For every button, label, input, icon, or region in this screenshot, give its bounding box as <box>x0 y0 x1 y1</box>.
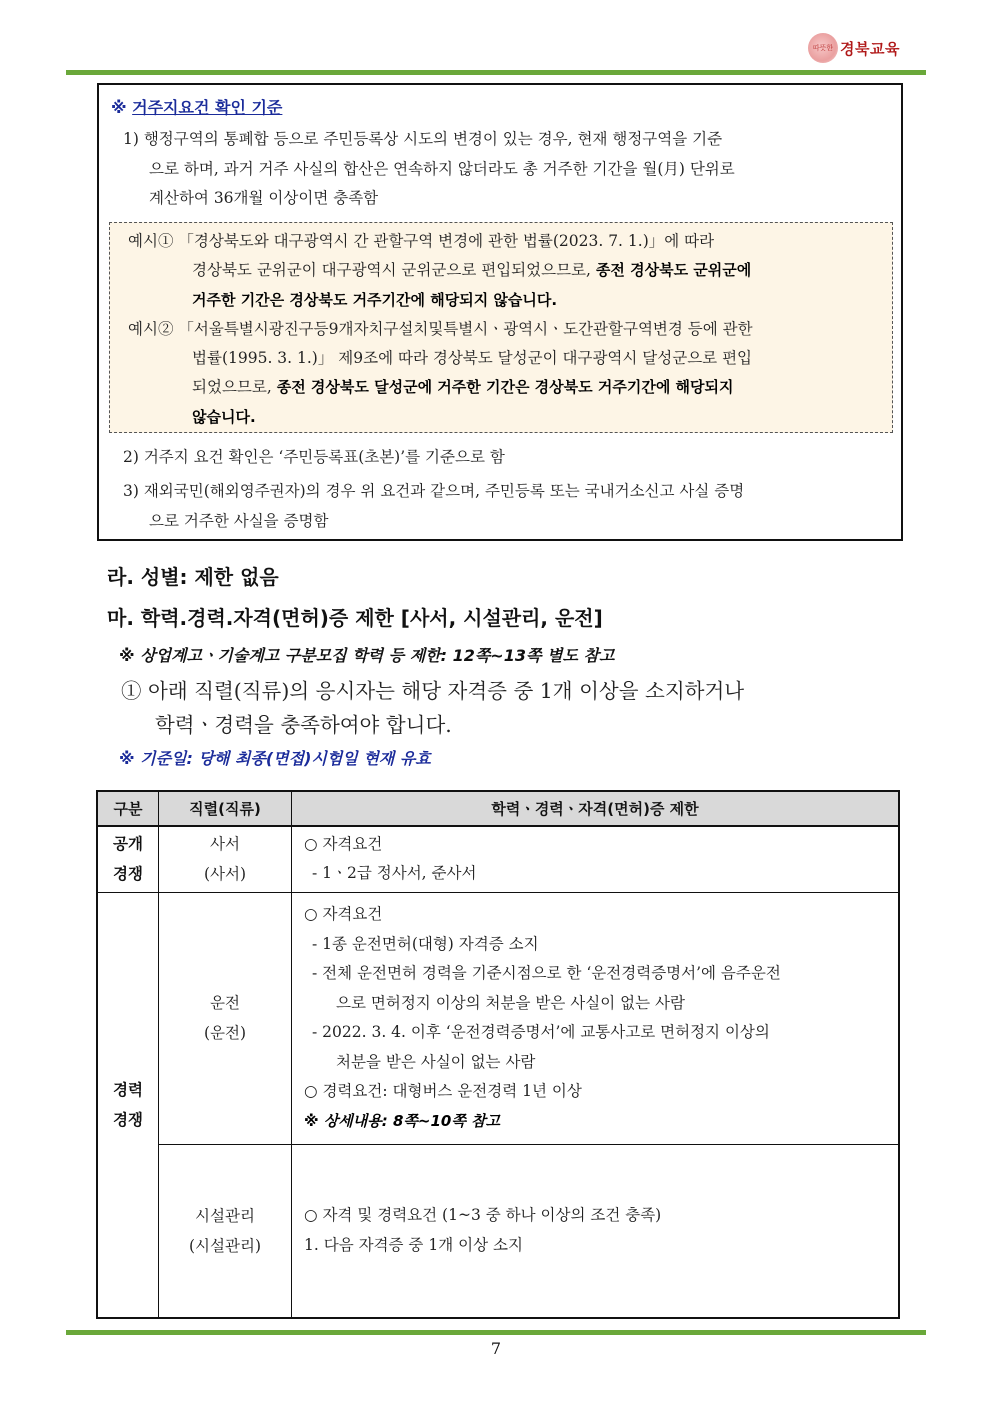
table-row <box>97 892 899 1144</box>
header-job: 직렬(직류) <box>159 791 292 826</box>
table-row <box>97 1144 899 1318</box>
page-number: 7 <box>490 1339 502 1358</box>
residence-criteria-box <box>97 83 903 541</box>
requirements-facility: ○ 자격 및 경력요건 (1~3 중 하나 이상의 조건 충족) 1. 다음 자격증 중 1개 이상 소지 <box>292 1144 900 1318</box>
criteria-item-2: 2) 거주지 요건 확인은 ‘주민등록표(초본)’를 기준으로 함 <box>123 448 505 466</box>
bottom-rule <box>66 1330 926 1335</box>
criteria-item-1: 1) 행정구역의 통폐합 등으로 주민등록상 시도의 변경이 있는 경우, 현재 행정구역을 기준 으로 하며, 과거 거주 사실의 합산은 연속하지 않더라도 총 거주한 기간을 월(月) 단위로 계산하여 36개월 이상이면 충족함 <box>123 130 735 207</box>
residence-criteria-title <box>111 95 282 118</box>
section-gender-heading: 라. 성별: 제한 없음 <box>107 565 279 589</box>
criteria-item-3: 3) 재외국민(해외영주권자)의 경우 위 요건과 같으며, 주민등록 또는 국내거소신고 사실 증명 으로 거주한 사실을 증명함 <box>123 482 745 530</box>
example-1-line-1: 예시① 「경상북도와 대구광역시 간 관할구역 변경에 관한 법률(2023. 7. 1.)」에 따라 <box>128 232 715 250</box>
header-category: 구분 <box>97 791 159 826</box>
group-open-competition: 공개 경쟁 <box>97 826 159 892</box>
header-requirements: 학력ㆍ경력ㆍ자격(면허)증 제한 <box>292 791 900 826</box>
section-qualification-heading: 마. 학력.경력.자격(면허)증 제한 [사서, 시설관리, 운전] <box>107 606 603 630</box>
example-2-line-4: 않습니다. <box>192 407 256 426</box>
top-rule <box>66 70 926 75</box>
job-driver: 운전 (운전) <box>159 892 292 1144</box>
example-2-line-2: 법률(1995. 3. 1.)」 제9조에 따라 경상북도 달성군이 대구광역시 달성군으로 편입 <box>192 349 753 368</box>
logo-text: 경북교육 <box>840 39 900 58</box>
example-1-line-3: 거주한 기간은 경상북도 거주기간에 해당되지 않습니다. <box>192 290 558 309</box>
reference-mark: ※ <box>111 98 127 117</box>
qualification-table <box>96 790 900 1319</box>
logo <box>808 34 900 62</box>
requirements-driver: ○ 자격요건 - 1종 운전면허(대형) 자격증 소지 - 전체 운전면허 경력을 기준시점으로 한 ‘운전경력증명서’에 음주운전 으로 면허정지 이상의 처분을 받은 사실이 없는 사람 - 2022. 3. 4. 이후 ‘운전경력증명서’에 교통사고로 면허정지 이상의 처분을 받은 사실이 없는 사람 ○ 경력요건: 대형버스 운전경력 1년 이상 ※ 상세내용: 8쪽~10쪽 참고 <box>292 892 900 1144</box>
requirements-librarian: ○ 자격요건 - 1ㆍ2급 정사서, 준사서 <box>292 826 900 892</box>
example-1-line-2: 경상북도 군위군이 대구광역시 군위군으로 편입되었으므로, 종전 경상북도 군위군에 <box>192 261 752 280</box>
job-facility: 시설관리 (시설관리) <box>159 1144 292 1318</box>
note-vocational-school: ※ 상업계고ㆍ기술계고 구분모집 학력 등 제한: 12쪽~13쪽 별도 참고 <box>119 646 615 665</box>
example-text <box>128 227 884 432</box>
logo-emblem: 따뜻한 <box>808 33 838 63</box>
group-career-competition: 경력 경쟁 <box>97 892 159 1318</box>
example-2-line-1: 예시② 「서울특별시광진구등9개자치구설치및특별시ㆍ광역시ㆍ도간관할구역변경 등에 관한 <box>128 319 753 338</box>
example-2-line-3: 되었으므로, 종전 경상북도 달성군에 거주한 기간은 경상북도 거주기간에 해당되지 <box>192 378 734 397</box>
qualification-body: ① 아래 직렬(직류)의 응시자는 해당 자격증 중 1개 이상을 소지하거나 학력ㆍ경력을 충족하여야 합니다. <box>121 679 745 737</box>
note-reference-date: ※ 기준일: 당해 최종(면접)시험일 현재 유효 <box>119 749 431 768</box>
example-box <box>109 222 893 433</box>
table-row <box>97 826 899 892</box>
table-header-row <box>97 791 899 826</box>
job-librarian: 사서 (사서) <box>159 826 292 892</box>
title-text: 거주지요건 확인 기준 <box>132 98 283 117</box>
